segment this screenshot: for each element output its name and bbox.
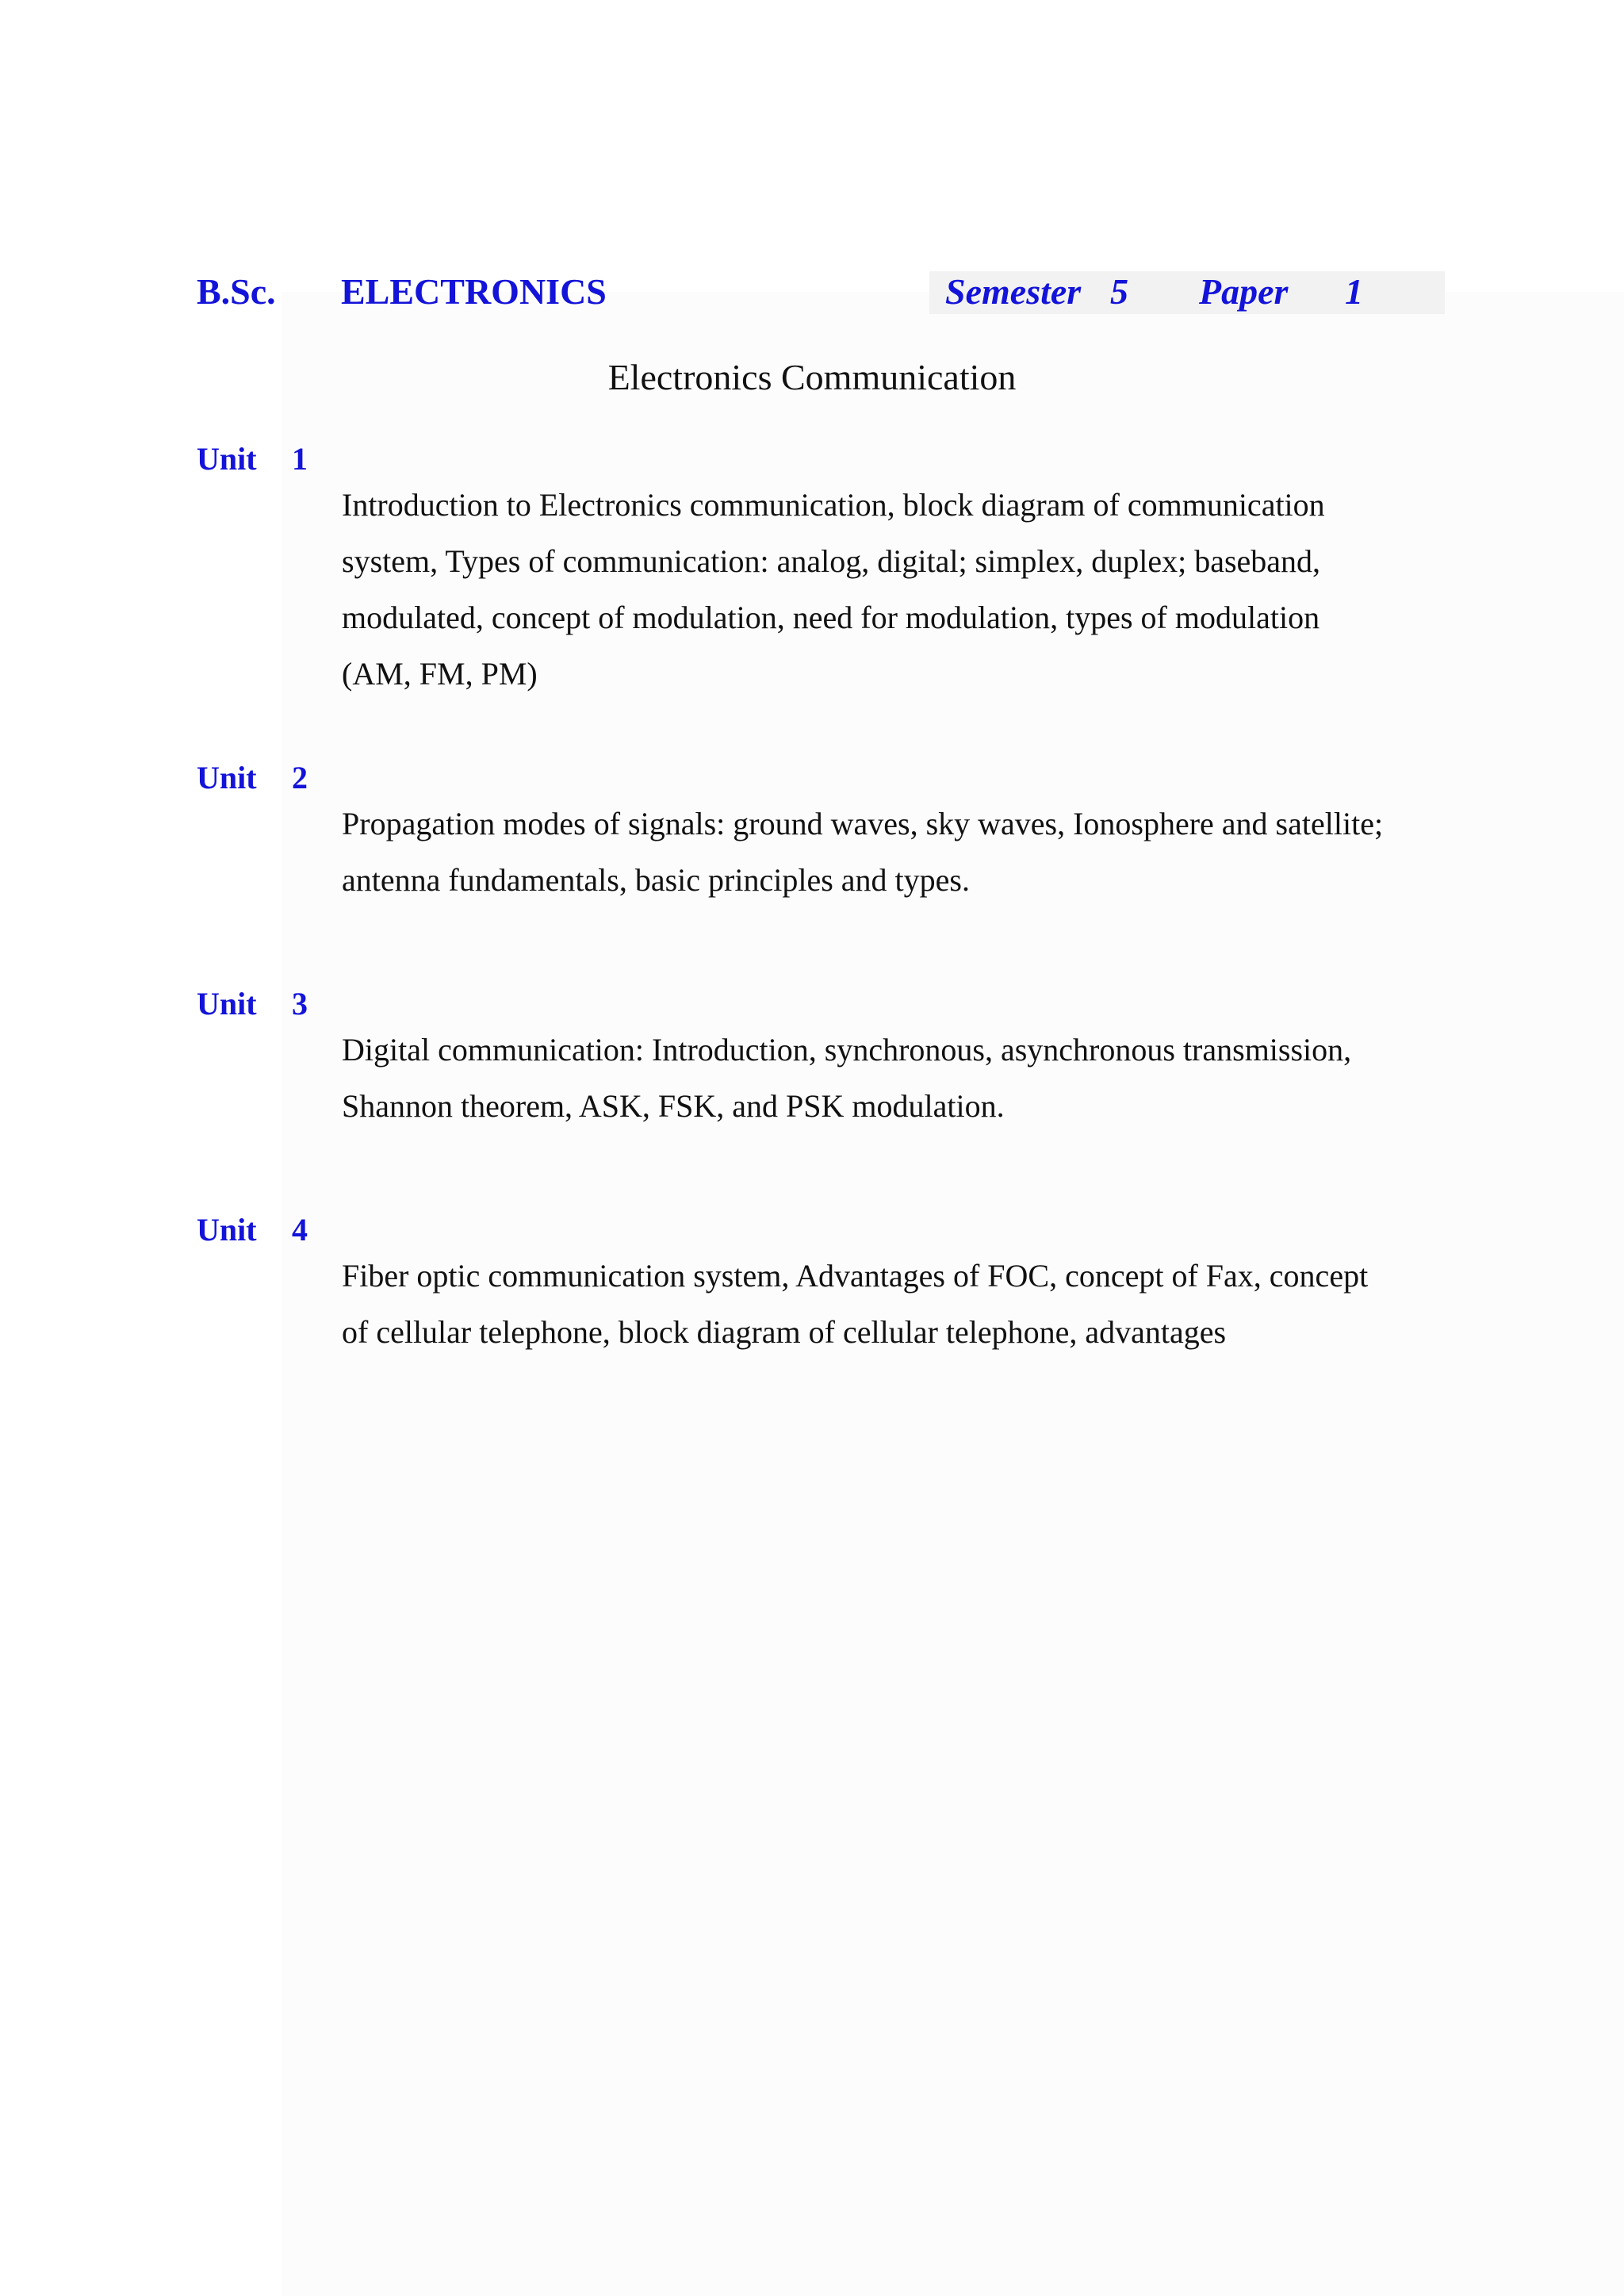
unit-number: 2 — [292, 760, 308, 795]
unit-label: Unit — [197, 1212, 257, 1248]
unit-text-line: Introduction to Electronics communication, block diagram of communication — [342, 487, 1325, 523]
degree-label: B.Sc. — [197, 271, 276, 312]
document-header — [0, 266, 1624, 317]
unit-description — [342, 1248, 1452, 1360]
unit-description — [342, 1022, 1452, 1134]
paper-label: Paper — [1199, 271, 1289, 312]
unit-text-line: (AM, FM, PM) — [342, 656, 538, 692]
unit-text-line: Digital communication: Introduction, synchronous, asynchronous transmission, — [342, 1032, 1352, 1068]
unit-description — [342, 477, 1452, 702]
unit-text-line: system, Types of communication: analog, digital; simplex, duplex; baseband, — [342, 543, 1321, 579]
semester-label: Semester — [945, 271, 1082, 312]
paper-value: 1 — [1345, 271, 1363, 312]
unit-label: Unit — [197, 441, 257, 477]
unit-text-line: of cellular telephone, block diagram of cellular telephone, advantages — [342, 1314, 1227, 1350]
unit-label: Unit — [197, 986, 257, 1022]
unit-label: Unit — [197, 760, 257, 795]
semester-value: 5 — [1110, 271, 1128, 312]
unit-number: 3 — [292, 986, 308, 1022]
unit-text-line: Fiber optic communication system, Advantages of FOC, concept of Fax, concept — [342, 1258, 1369, 1294]
unit-number: 4 — [292, 1212, 308, 1248]
course-title: Electronics Communication — [607, 357, 1017, 397]
unit-text-line: antenna fundamentals, basic principles and types. — [342, 862, 970, 898]
unit-description — [342, 795, 1452, 908]
unit-text-line: Propagation modes of signals: ground waves, sky waves, Ionosphere and satellite; — [342, 806, 1384, 841]
unit-number: 1 — [292, 441, 308, 477]
unit-text-line: modulated, concept of modulation, need for modulation, types of modulation — [342, 600, 1320, 635]
unit-text-line: Shannon theorem, ASK, FSK, and PSK modulation. — [342, 1088, 1005, 1124]
subject-label: ELECTRONICS — [341, 271, 607, 312]
